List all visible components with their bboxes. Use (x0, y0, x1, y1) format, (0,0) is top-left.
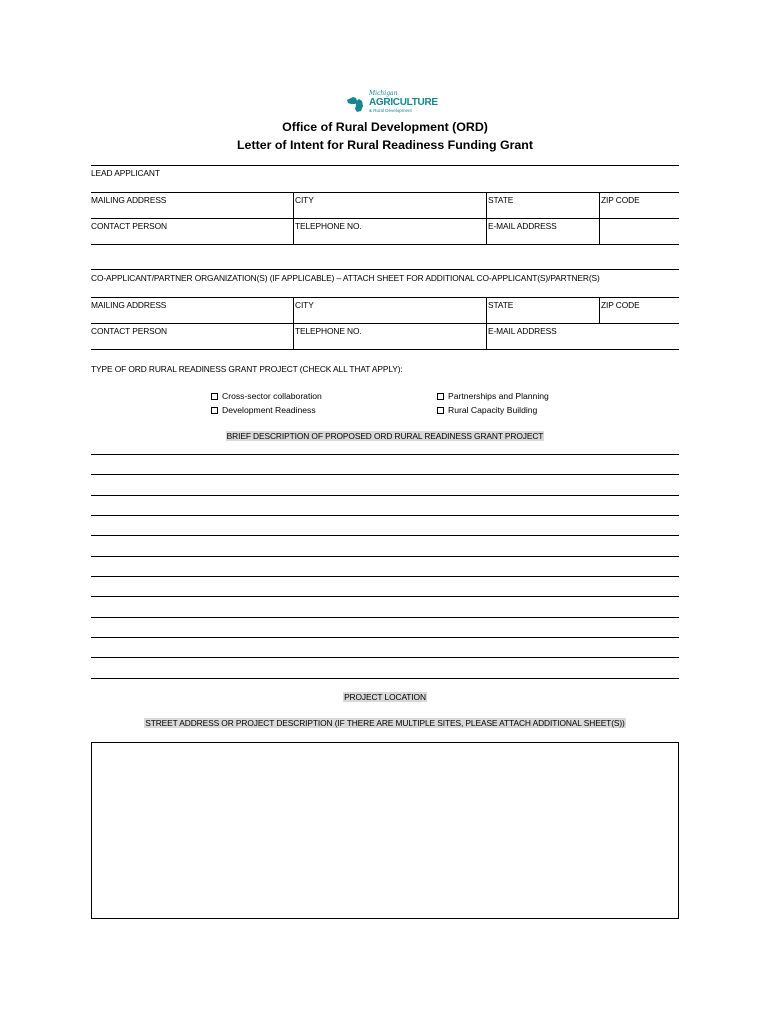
checkbox-cross-sector[interactable]: Cross-sector collaboration (211, 391, 322, 401)
divider (293, 297, 294, 323)
street-address-label: STREET ADDRESS OR PROJECT DESCRIPTION (IF THERE ARE MULTIPLE SITES, PLEASE ATTACH ADDITIONAL SHEET(S)) (145, 718, 625, 728)
divider (599, 297, 600, 323)
checkbox-icon[interactable] (211, 393, 218, 400)
description-line[interactable] (91, 474, 679, 475)
co-telephone-label: TELEPHONE NO. (295, 326, 362, 336)
divider (486, 323, 487, 349)
description-line[interactable] (91, 637, 679, 638)
divider (91, 218, 679, 219)
divider (91, 165, 679, 166)
divider (599, 218, 600, 244)
co-email-label: E-MAIL ADDRESS (488, 326, 557, 336)
description-line[interactable] (91, 495, 679, 496)
divider (293, 323, 294, 349)
project-location-label: PROJECT LOCATION (344, 692, 426, 702)
document-subtitle: Letter of Intent for Rural Readiness Funding Grant (236, 138, 533, 152)
divider (91, 349, 679, 350)
description-line[interactable] (91, 576, 679, 577)
lead-mailing-address-label: MAILING ADDRESS (91, 195, 167, 205)
divider (486, 218, 487, 244)
project-location-input-box[interactable] (91, 742, 679, 919)
co-state-label: STATE (488, 300, 514, 310)
co-applicant-label: CO-APPLICANT/PARTNER ORGANIZATION(S) (IF APPLICABLE) – ATTACH SHEET FOR ADDITIONAL CO-APPLICANT(S)/PARTNER(S) (91, 273, 600, 283)
divider (91, 269, 679, 270)
lead-email-label: E-MAIL ADDRESS (488, 221, 557, 231)
divider (599, 192, 600, 218)
project-type-label: TYPE OF ORD RURAL READINESS GRANT PROJECT (CHECK ALL THAT APPLY): (91, 364, 403, 374)
checkbox-development-readiness[interactable]: Development Readiness (211, 405, 316, 415)
project-location-label-row (0, 692, 770, 702)
description-line[interactable] (91, 617, 679, 618)
co-contact-person-label: CONTACT PERSON (91, 326, 167, 336)
co-mailing-address-label: MAILING ADDRESS (91, 300, 167, 310)
co-city-label: CITY (295, 300, 314, 310)
checkbox-icon[interactable] (437, 393, 444, 400)
logo-line3: & Rural Development (369, 108, 412, 113)
checkbox-rural-capacity[interactable]: Rural Capacity Building (437, 405, 537, 415)
description-line[interactable] (91, 657, 679, 658)
divider (91, 323, 679, 324)
divider (486, 297, 487, 323)
lead-city-label: CITY (295, 195, 314, 205)
divider (486, 192, 487, 218)
checkbox-icon[interactable] (211, 407, 218, 414)
co-zip-label: ZIP CODE (601, 300, 640, 310)
michigan-agriculture-logo (345, 90, 438, 116)
michigan-state-icon (345, 92, 367, 114)
description-line[interactable] (91, 596, 679, 597)
divider (293, 218, 294, 244)
description-label: BRIEF DESCRIPTION OF PROPOSED ORD RURAL READINESS GRANT PROJECT (226, 431, 544, 441)
lead-zip-label: ZIP CODE (601, 195, 640, 205)
description-line[interactable] (91, 678, 679, 679)
divider (293, 192, 294, 218)
lead-applicant-label: LEAD APPLICANT (91, 168, 160, 178)
description-line[interactable] (91, 535, 679, 536)
divider (91, 297, 679, 298)
description-line[interactable] (91, 556, 679, 557)
lead-telephone-label: TELEPHONE NO. (295, 221, 362, 231)
document-title: Office of Rural Development (ORD) (282, 120, 488, 134)
description-line[interactable] (91, 454, 679, 455)
divider (91, 244, 679, 245)
lead-contact-person-label: CONTACT PERSON (91, 221, 167, 231)
description-line[interactable] (91, 515, 679, 516)
checkbox-partnerships-planning[interactable]: Partnerships and Planning (437, 391, 549, 401)
description-label-row (0, 431, 770, 441)
logo-line1: Michigan (369, 90, 398, 97)
divider (91, 192, 679, 193)
street-address-label-row (0, 718, 770, 728)
checkbox-icon[interactable] (437, 407, 444, 414)
logo-line2: AGRICULTURE (369, 97, 438, 108)
lead-state-label: STATE (488, 195, 514, 205)
